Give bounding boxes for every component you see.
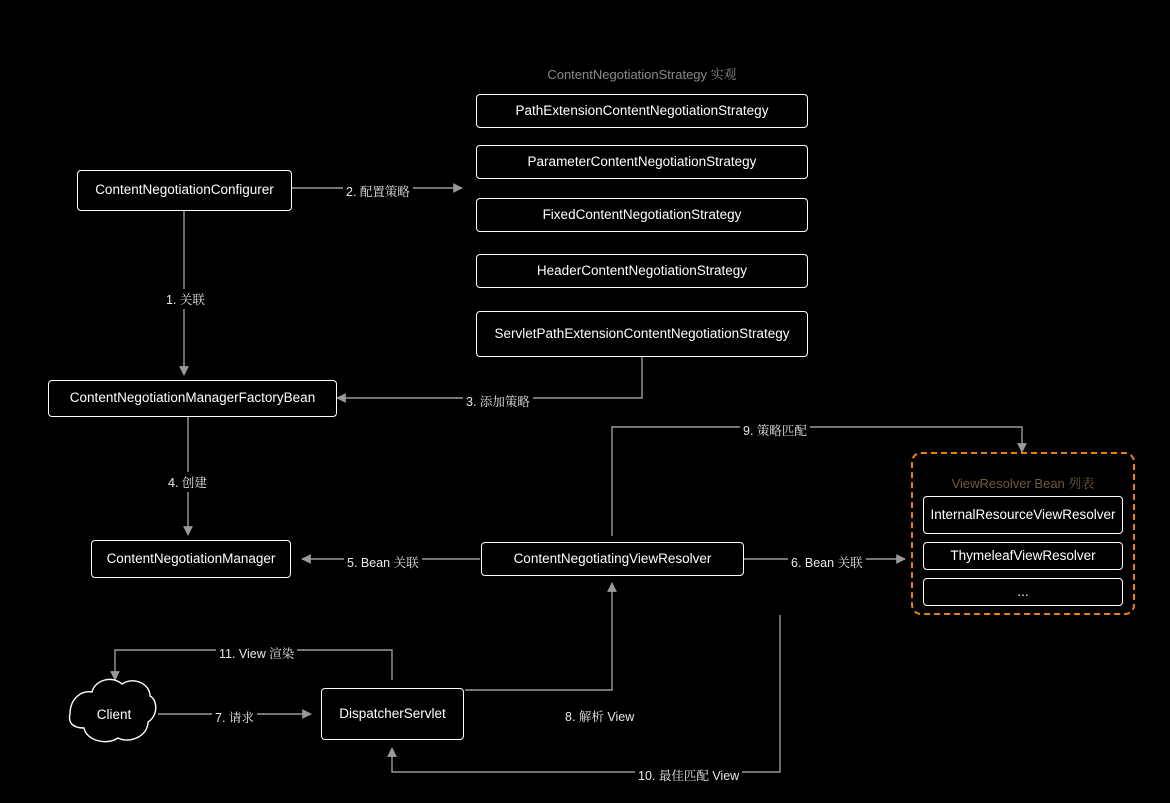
node-content-negotiation-manager-factory-bean[interactable]: ContentNegotiationManagerFactoryBean [48, 380, 337, 417]
edge-label-resolve-view: 8. 解析 View [562, 706, 637, 726]
node-fixed-strategy[interactable]: FixedContentNegotiationStrategy [476, 198, 808, 232]
node-more-view-resolvers[interactable]: ... [923, 578, 1123, 606]
node-content-negotiation-manager[interactable]: ContentNegotiationManager [91, 540, 291, 578]
node-thymeleaf-view-resolver[interactable]: ThymeleafViewResolver [923, 542, 1123, 570]
node-path-extension-strategy[interactable]: PathExtensionContentNegotiationStrategy [476, 94, 808, 128]
node-parameter-strategy[interactable]: ParameterContentNegotiationStrategy [476, 145, 808, 179]
edge-label-request: 7. 请求 [212, 707, 257, 727]
node-client[interactable]: Client [96, 706, 132, 722]
edge-label-create: 4. 创建 [165, 472, 210, 492]
group-title-strategy-impl: ContentNegotiationStrategy 实观 [547, 67, 737, 82]
edge-label-bean-association-resolvers: 6. Bean 关联 [788, 552, 866, 572]
edge-label-view-render: 11. View 渲染 [216, 643, 297, 663]
node-content-negotiation-configurer[interactable]: ContentNegotiationConfigurer [77, 170, 292, 211]
edge-label-configure-strategy: 2. 配置策略 [343, 181, 413, 201]
group-title-view-resolver-beans: ViewResolver Bean 列表 [951, 476, 1095, 491]
edge-label-strategy-match: 9. 策略匹配 [740, 420, 810, 440]
edge-label-associate: 1. 关联 [163, 289, 208, 309]
edge-label-best-match-view: 10. 最佳匹配 View [635, 765, 742, 785]
node-servlet-path-extension-strategy[interactable]: ServletPathExtensionContentNegotiationStrategy [476, 311, 808, 357]
node-dispatcher-servlet[interactable]: DispatcherServlet [321, 688, 464, 740]
node-header-strategy[interactable]: HeaderContentNegotiationStrategy [476, 254, 808, 288]
node-internal-resource-view-resolver[interactable]: InternalResourceViewResolver [923, 496, 1123, 534]
edge-label-add-strategy: 3. 添加策略 [463, 391, 533, 411]
node-content-negotiating-view-resolver[interactable]: ContentNegotiatingViewResolver [481, 542, 744, 576]
edge-label-bean-association-manager: 5. Bean 关联 [344, 552, 422, 572]
